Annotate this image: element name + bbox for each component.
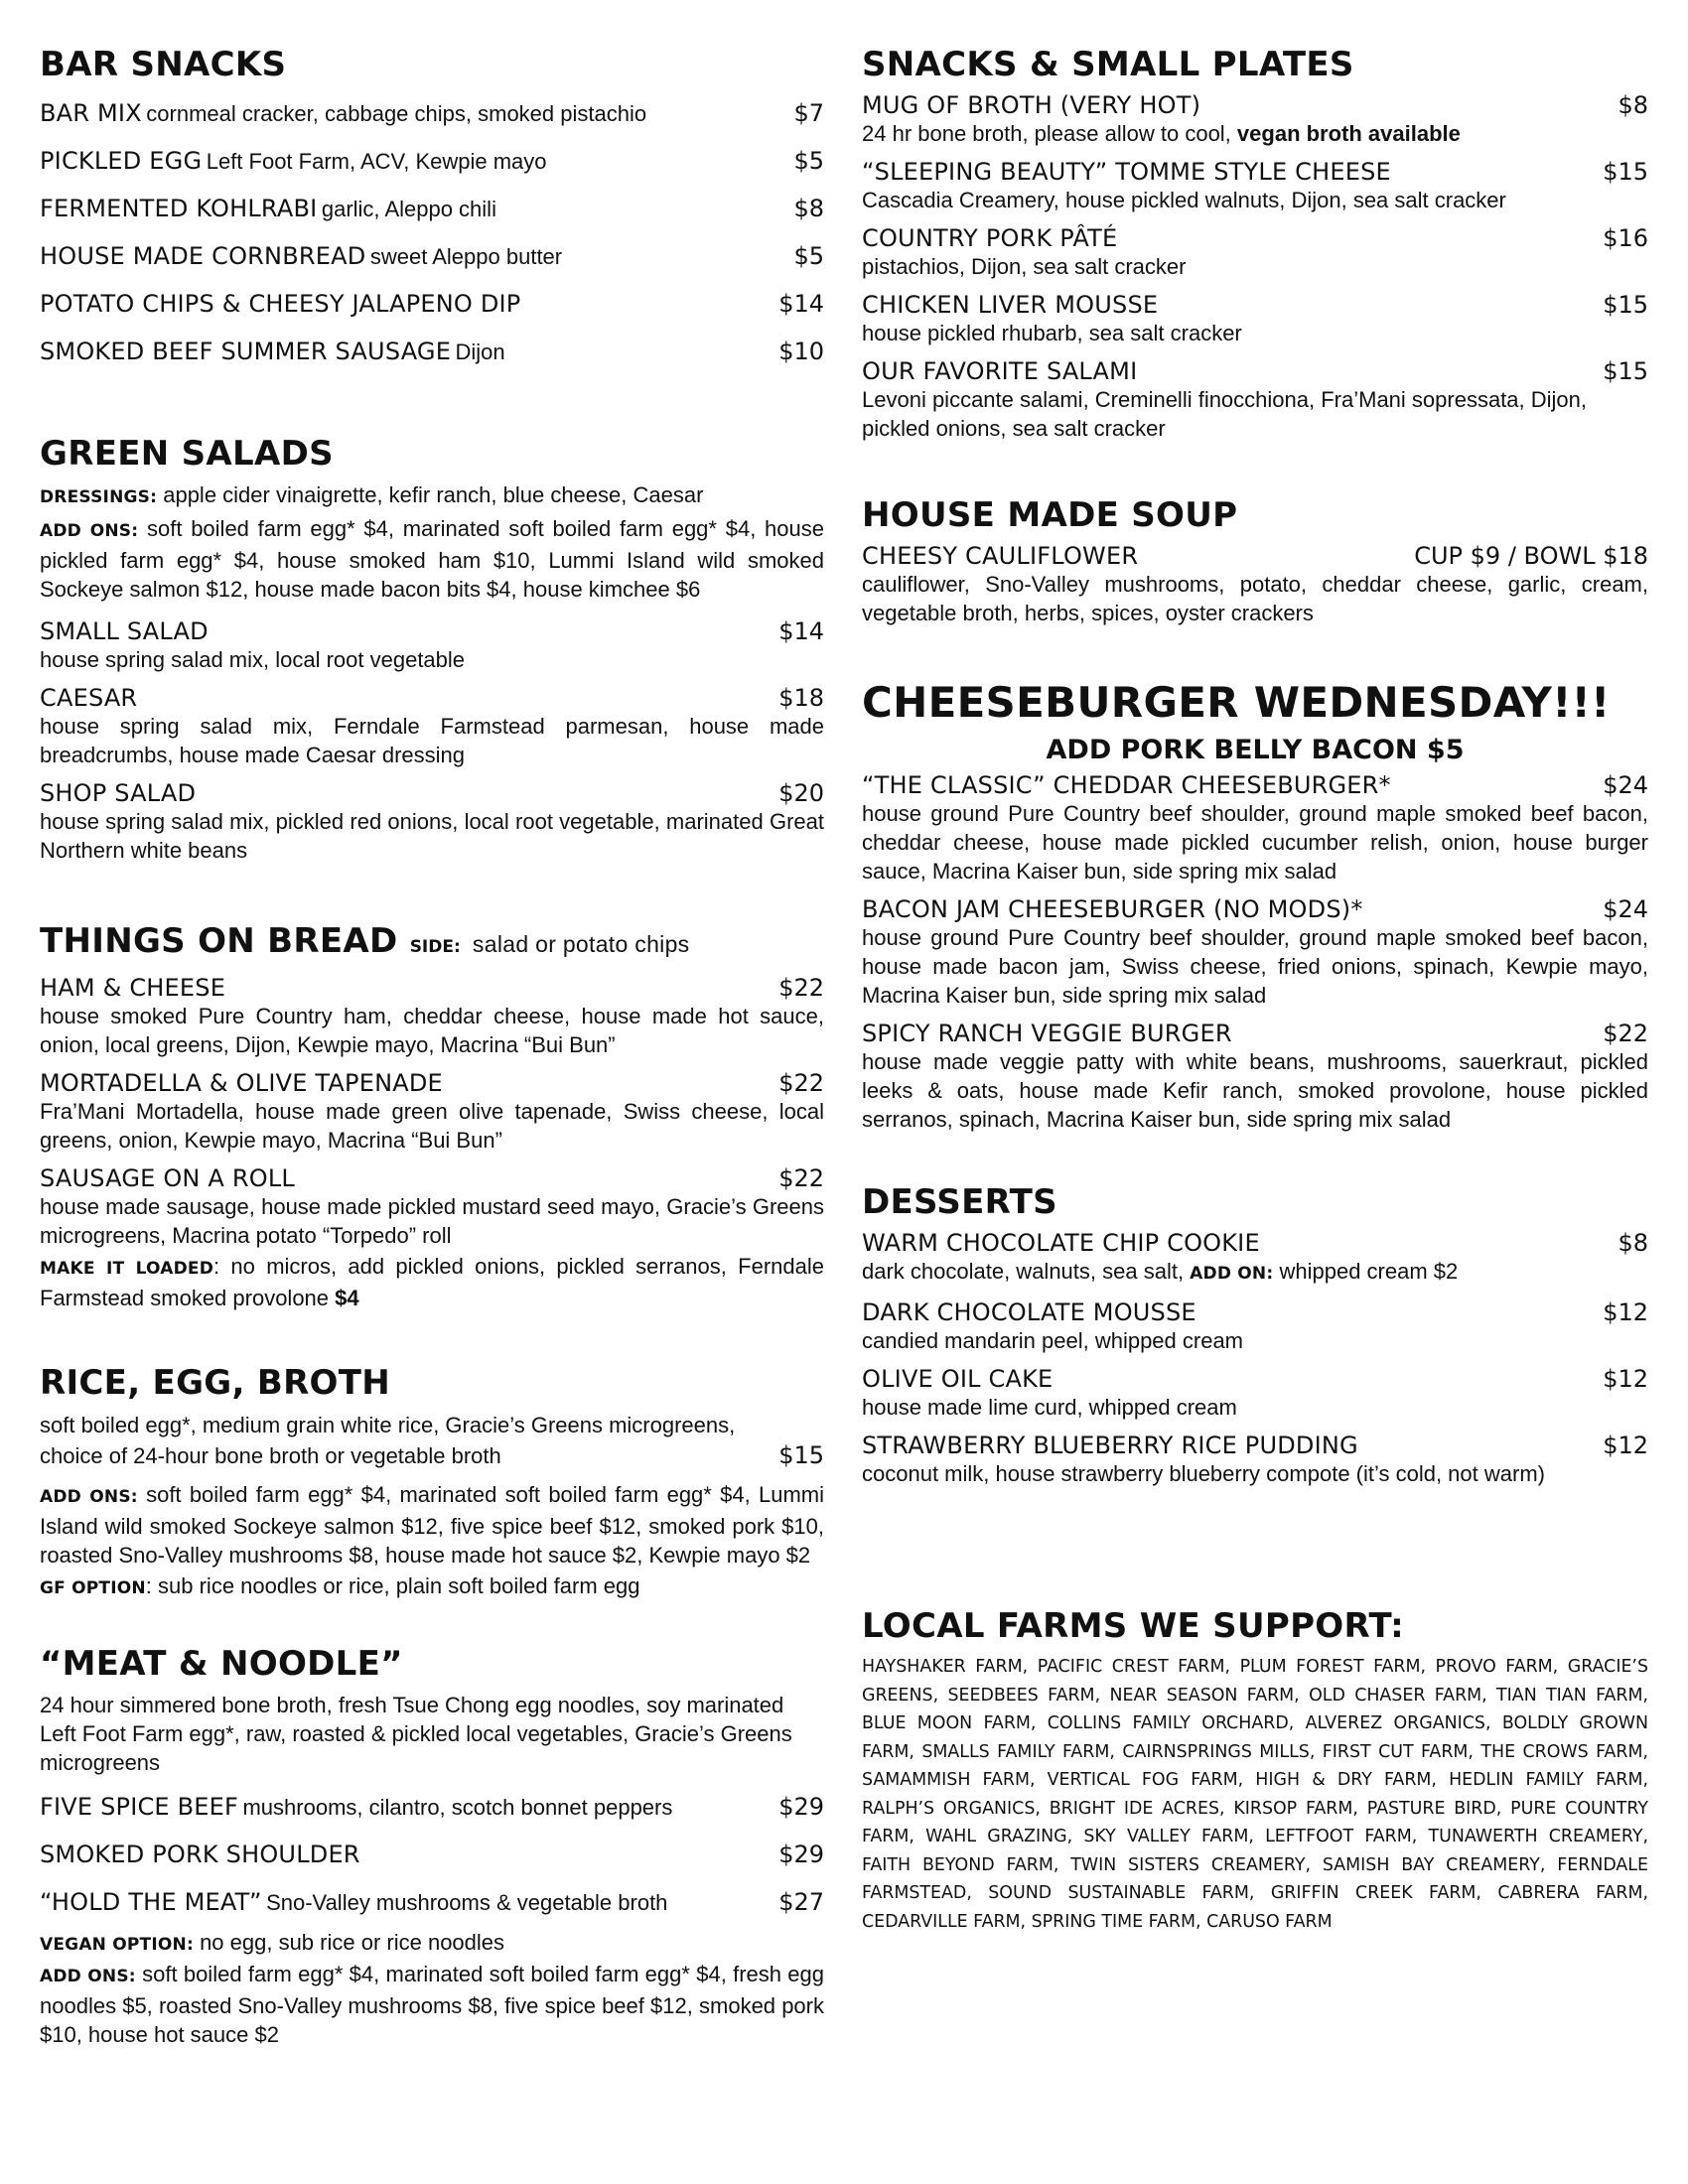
gf-option-note: GF OPTION: sub rice noodles or rice, plain soft boiled farm egg bbox=[40, 1573, 640, 1598]
menu-item: “HOLD THE MEAT” Sno-Valley mushrooms & vegetable broth $27 bbox=[40, 1888, 824, 1916]
addons-note: ADD ONS: soft boiled farm egg* $4, marinated soft boiled farm egg* $4, Lummi Island wild smoked Sockeye salmon $12, five spice beef $12, smoked pork $10, roasted Sno-Valley mushrooms $8, house made hot sauce $2, Kewpie mayo $2 bbox=[40, 1482, 824, 1568]
menu-item: HAM & CHEESE $22 house smoked Pure Country ham, cheddar cheese, house made hot sauce, onion, local greens, Dijon, Kewpie mayo, Macrina “Bui Bun” bbox=[40, 974, 824, 1057]
section-title: “MEAT & NOODLE” bbox=[40, 1644, 403, 1684]
menu-item: DARK CHOCOLATE MOUSSE $12 candied mandarin peel, whipped cream bbox=[862, 1298, 1648, 1353]
section-title: BAR SNACKS bbox=[40, 45, 287, 84]
menu-item: BAR MIX cornmeal cracker, cabbage chips, smoked pistachio $7 bbox=[40, 99, 824, 127]
menu-item: PICKLED EGG Left Foot Farm, ACV, Kewpie mayo $5 bbox=[40, 147, 824, 175]
section-title: DESSERTS bbox=[862, 1182, 1057, 1222]
menu-item: SMOKED BEEF SUMMER SAUSAGE Dijon $10 bbox=[40, 338, 824, 365]
menu-item: STRAWBERRY BLUEBERRY RICE PUDDING $12 coconut milk, house strawberry blueberry compote (it’s cold, not warm) bbox=[862, 1432, 1648, 1486]
section-title: HOUSE MADE SOUP bbox=[862, 495, 1238, 535]
dressings-note: DRESSINGS: apple cider vinaigrette, kefir ranch, blue cheese, Caesar bbox=[40, 482, 704, 507]
menu-item: CAESAR $18 house spring salad mix, Ferndale Farmstead parmesan, house made breadcrumbs, house made Caesar dressing bbox=[40, 684, 824, 767]
rice-price-row: choice of 24-hour bone broth or vegetable broth $15 bbox=[40, 1441, 824, 1469]
menu-item: SHOP SALAD $20 house spring salad mix, pickled red onions, local root vegetable, marinated Great Northern white beans bbox=[40, 779, 824, 863]
menu-item: SPICY RANCH VEGGIE BURGER $22 house made veggie patty with white beans, mushrooms, sauerkraut, pickled leeks & oats, house made Kefir ranch, smoked provolone, house pickled serranos, spinach, Macrina Kaiser bun, side spring mix salad bbox=[862, 1020, 1648, 1132]
menu-item: CHEESY CAULIFLOWER CUP $9 / BOWL $18 cauliflower, Sno-Valley mushrooms, potato, cheddar cheese, garlic, cream, vegetable broth, herbs, spices, oyster crackers bbox=[862, 542, 1648, 625]
addons-note: ADD ONS: soft boiled farm egg* $4, marinated soft boiled farm egg* $4, house pickled farm egg* $4, house smoked ham $10, Lummi Island wild smoked Sockeye salmon $12, house made bacon bits $4, house kimchee $6 bbox=[40, 516, 824, 602]
menu-item: SAUSAGE ON A ROLL $22 house made sausage, house made pickled mustard seed mayo, Gracie’s Greens microgreens, Macrina potato “Torpedo” roll bbox=[40, 1164, 824, 1248]
section-subtitle: ADD PORK BELLY BACON $5 bbox=[1046, 735, 1465, 765]
right-column bbox=[862, 44, 1648, 1936]
section-title: THINGS ON BREAD SIDE: salad or potato chips bbox=[40, 921, 690, 961]
menu-item: “SLEEPING BEAUTY” TOMME STYLE CHEESE $15 Cascadia Creamery, house pickled walnuts, Dijon, sea salt cracker bbox=[862, 158, 1648, 212]
cheeseburger-section bbox=[862, 677, 1648, 1134]
things-on-bread-section bbox=[40, 920, 824, 1312]
soup-section bbox=[862, 494, 1648, 627]
menu-item: SMOKED PORK SHOULDER $29 bbox=[40, 1841, 824, 1868]
desserts-section bbox=[862, 1181, 1648, 1488]
small-plates-section bbox=[862, 44, 1648, 443]
menu-item: MORTADELLA & OLIVE TAPENADE $22 Fra’Mani Mortadella, house made green olive tapenade, Swiss cheese, local greens, onion, Kewpie mayo, Macrina “Bui Bun” bbox=[40, 1069, 824, 1153]
vegan-option-note: VEGAN OPTION: no egg, sub rice or rice noodles bbox=[40, 1930, 505, 1955]
left-column bbox=[40, 44, 824, 2055]
menu-item: FIVE SPICE BEEF mushrooms, cilantro, scotch bonnet peppers $29 bbox=[40, 1793, 824, 1821]
menu-item: COUNTRY PORK PÂTÉ $16 pistachios, Dijon, sea salt cracker bbox=[862, 224, 1648, 279]
menu-item: POTATO CHIPS & CHEESY JALAPENO DIP $14 bbox=[40, 290, 824, 318]
menu-item: BACON JAM CHEESEBURGER (NO MODS)* $24 house ground Pure Country beef shoulder, ground maple smoked beef bacon, house made bacon jam, Swiss cheese, fried onions, spinach, Kewpie mayo, Macrina Kaiser bun, side spring mix salad bbox=[862, 895, 1648, 1008]
menu-item: “THE CLASSIC” CHEDDAR CHEESEBURGER* $24 house ground Pure Country beef shoulder, ground maple smoked beef bacon, cheddar cheese, house made pickled cucumber relish, onion, house burger sauce, Macrina Kaiser bun, side spring mix salad bbox=[862, 771, 1648, 884]
green-salads-section bbox=[40, 433, 824, 865]
menu-item: CHICKEN LIVER MOUSSE $15 house pickled rhubarb, sea salt cracker bbox=[862, 291, 1648, 345]
menu-item: SMALL SALAD $14 house spring salad mix, local root vegetable bbox=[40, 617, 824, 672]
bar-snacks-section bbox=[40, 44, 824, 377]
farms-list: HAYSHAKER FARM, PACIFIC CREST FARM, PLUM FOREST FARM, PROVO FARM, GRACIE’S GREENS, SEEDBEES FARM, NEAR SEASON FARM, OLD CHASER FARM, TIAN TIAN FARM, BLUE MOON FARM, COLLINS FAMILY ORCHARD, ALVEREZ ORGANICS, BOLDLY GROWN FARM, SMALLS FAMILY FARM, CAIRNSPRINGS MILLS, FIRST CUT FARM, THE CROWS FARM, SAMAMMISH FARM, VERTICAL FOG FARM, HIGH & DRY FARM, HEDLIN FAMILY FARM, RALPH’S ORGANICS, BRIGHT IDE ACRES, KIRSOP FARM, PASTURE BIRD, PURE COUNTRY FARM, WAHL GRAZING, SKY VALLEY FARM, LEFTFOOT FARM, TUNAWERTH CREAMERY, FAITH BEYOND FARM, TWIN SISTERS CREAMERY, SAMISH BAY CREAMERY, FERNDALE FARMSTEAD, SOUND SUSTAINABLE FARM, GRIFFIN CREEK FARM, CABRERA FARM, CEDARVILLE FARM, SPRING TIME FARM, CARUSO FARM bbox=[862, 1657, 1648, 1932]
section-title: LOCAL FARMS WE SUPPORT: bbox=[862, 1606, 1404, 1646]
section-title: CHEESEBURGER WEDNESDAY!!! bbox=[862, 678, 1611, 727]
make-it-loaded-note: MAKE IT LOADED: no micros, add pickled onions, pickled serranos, Ferndale Farmstead smoked provolone $4 bbox=[40, 1254, 825, 1310]
menu-item: MUG OF BROTH (VERY HOT) $8 24 hr bone broth, please allow to cool, vegan broth available bbox=[862, 91, 1648, 146]
meat-noodle-section: “MEAT & NOODLE” 24 hour simmered bone broth, fresh Tsue Chong egg noodles, soy marinated Left Foot Farm egg*, raw, roasted & pickled local vegetables, Gracie’s Greens microgreens FIVE SPICE BEEF mushrooms, cilantro, scotch bonnet peppers $29 SMOKED PORK SHOULDER $29 “HOLD THE MEAT” Sno-Valley mushrooms & vegetable broth $27 VEGAN OPTION: no egg, sub rice or rice noodles ADD ONS: soft boiled farm egg* $4, marinated soft boiled farm egg* $4, fresh egg noodles $5, roasted Sno-Valley mushrooms $8, five spice beef $12, smoked pork $10, house hot sauce $2 bbox=[40, 1644, 824, 2047]
menu-item: OUR FAVORITE SALAMI $15 Levoni piccante salami, Creminelli finocchiona, Fra’Mani sopressata, Dijon, pickled onions, sea salt cracker bbox=[862, 357, 1648, 441]
addons-note: ADD ONS: soft boiled farm egg* $4, marinated soft boiled farm egg* $4, fresh egg noodles $5, roasted Sno-Valley mushrooms $8, five spice beef $12, smoked pork $10, house hot sauce $2 bbox=[40, 1962, 824, 2047]
rice-egg-broth-section: RICE, EGG, BROTH soft boiled egg*, medium grain white rice, Gracie’s Greens microgreens, choice of 24-hour bone broth or vegetable broth $15 ADD ONS: soft boiled farm egg* $4, marinated soft boiled farm egg* $4, Lummi Island wild smoked Sockeye salmon $12, five spice beef $12, smoked pork $10, roasted Sno-Valley mushrooms $8, house made hot sauce $2, Kewpie mayo $2 GF OPTION: sub rice noodles or rice, plain soft boiled farm egg bbox=[40, 1362, 824, 1603]
menu-item: OLIVE OIL CAKE $12 house made lime curd, whipped cream bbox=[862, 1365, 1648, 1420]
section-title: RICE, EGG, BROTH bbox=[40, 1363, 391, 1403]
local-farms-section bbox=[862, 1605, 1648, 1936]
menu-item: WARM CHOCOLATE CHIP COOKIE $8 dark chocolate, walnuts, sea salt, ADD ON: whipped cream $2 bbox=[862, 1229, 1648, 1284]
section-title: SNACKS & SMALL PLATES bbox=[862, 45, 1354, 84]
section-title: GREEN SALADS bbox=[40, 434, 334, 474]
menu-item: HOUSE MADE CORNBREAD sweet Aleppo butter $5 bbox=[40, 242, 824, 270]
noodle-items bbox=[40, 1785, 824, 1928]
menu-item: FERMENTED KOHLRABI garlic, Aleppo chili $8 bbox=[40, 195, 824, 222]
